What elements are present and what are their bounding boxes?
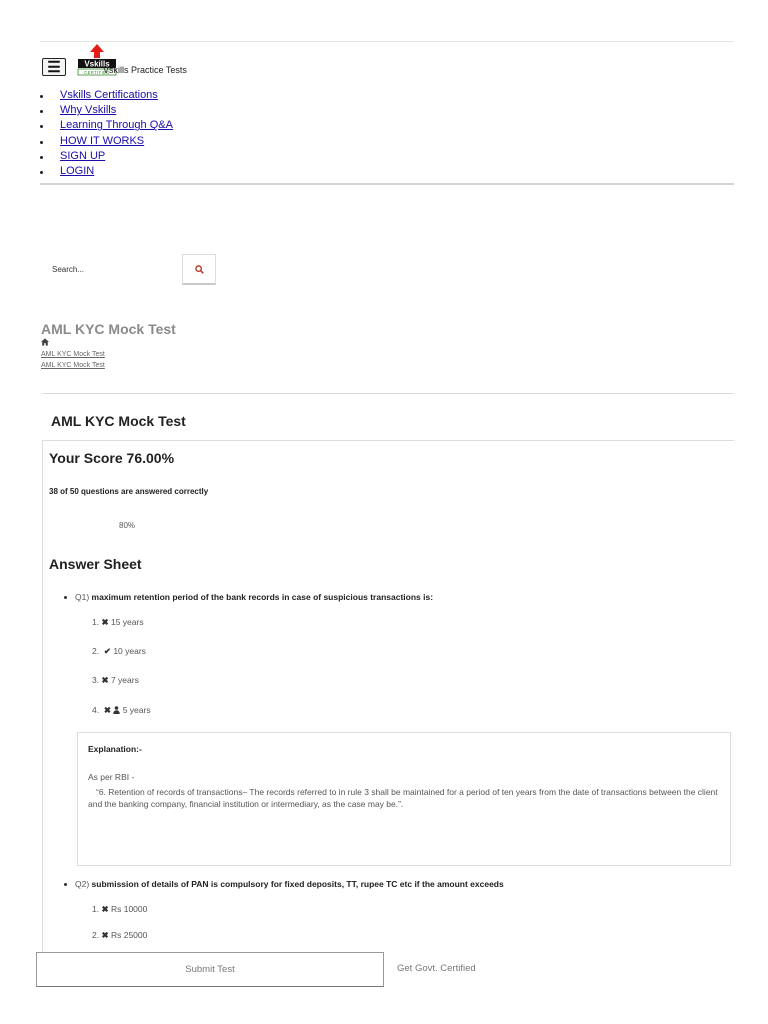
breadcrumb-link-current[interactable]: AML KYC Mock Test <box>41 362 105 369</box>
wrong-icon: ✖ <box>101 675 109 685</box>
user-icon <box>113 706 120 714</box>
correct-count-text: 38 of 50 questions are answered correctly <box>49 487 209 496</box>
option-number: 3. <box>92 675 100 685</box>
divider <box>42 393 734 394</box>
option-number: 1. <box>92 617 100 627</box>
home-icon[interactable] <box>41 338 49 348</box>
nav-item-sign-up <box>40 149 173 164</box>
search-button[interactable] <box>182 254 216 285</box>
svg-text:CERTIFIED: CERTIFIED <box>84 70 110 75</box>
search-icon <box>195 265 204 274</box>
svg-text:Vskills: Vskills <box>84 59 110 69</box>
wrong-icon: ✖ <box>101 930 109 940</box>
option-text: 15 years <box>110 617 144 627</box>
answer-option <box>92 904 147 915</box>
wrong-icon: ✖ <box>103 705 111 715</box>
question-item <box>64 879 504 889</box>
nav-link-certifications[interactable]: Vskills Certifications <box>60 89 158 101</box>
main-nav <box>40 88 173 179</box>
search-form <box>40 254 216 285</box>
explanation-text: “6. Retention of records of transactions– The records referred to in rule 3 shall be maintained for a period of ten years from the date of transactions between the client and the banking company, financial institution or intermediary, as the case may be.”. <box>88 787 718 809</box>
option-text: Rs 25000 <box>110 930 148 940</box>
nav-item-certifications <box>40 88 173 103</box>
nav-link-how-it-works[interactable]: HOW IT WORKS <box>60 134 145 147</box>
wrong-icon: ✖ <box>101 904 109 914</box>
nav-item-learning <box>40 118 173 133</box>
answer-option-user-selected <box>92 705 151 716</box>
option-number: 1. <box>92 904 100 914</box>
nav-link-learning[interactable]: Learning Through Q&A <box>60 119 173 132</box>
option-text: 7 years <box>110 675 139 685</box>
option-number: 4. <box>92 705 100 715</box>
menu-icon: ☰ <box>47 58 61 76</box>
brand-name: Vskills Practice Tests <box>103 65 187 75</box>
percent-value: 80% <box>119 521 136 530</box>
breadcrumb-link[interactable]: AML KYC Mock Test <box>41 351 105 358</box>
nav-item-how-it-works <box>40 134 173 149</box>
explanation-source: As per RBI - <box>88 772 135 782</box>
nav-link-sign-up[interactable]: SIGN UP <box>60 149 106 162</box>
option-number: 2. <box>92 646 100 656</box>
page-title: AML KYC Mock Test <box>41 321 176 337</box>
hamburger-menu-button[interactable] <box>42 58 66 76</box>
question-text: submission of details of PAN is compulsory for fixed deposits, TT, rupee TC etc if the amount exceeds <box>91 879 504 889</box>
nav-item-why-vskills <box>40 103 173 118</box>
question-item <box>64 592 433 602</box>
wrong-icon: ✖ <box>101 617 109 627</box>
option-number: 2. <box>92 930 100 940</box>
search-input[interactable] <box>40 254 180 285</box>
answer-option-correct <box>92 646 146 657</box>
answer-option <box>92 675 139 686</box>
nav-item-login <box>40 164 173 179</box>
answer-sheet-heading: Answer Sheet <box>49 556 142 572</box>
question-text: maximum retention period of the bank records in case of suspicious transactions is: <box>91 592 434 602</box>
explanation-title: Explanation:- <box>88 744 142 754</box>
card-title: AML KYC Mock Test <box>51 413 186 429</box>
option-text: Rs 10000 <box>110 904 148 914</box>
get-certified-link[interactable]: Get Govt. Certified <box>397 963 476 974</box>
submit-test-button[interactable]: Submit Test <box>36 952 384 987</box>
site-header <box>40 41 734 185</box>
nav-link-why-vskills[interactable]: Why Vskills <box>60 104 117 117</box>
answer-option <box>92 617 144 628</box>
explanation-box <box>77 732 731 866</box>
score-heading: Your Score 76.00% <box>49 450 175 466</box>
option-text: 10 years <box>113 646 146 656</box>
option-text: 5 years <box>122 705 151 715</box>
answer-option <box>92 930 147 941</box>
question-number: Q1) <box>75 592 90 602</box>
check-icon: ✔ <box>103 646 111 656</box>
question-number: Q2) <box>75 879 90 889</box>
nav-link-login[interactable]: LOGIN <box>60 164 95 177</box>
